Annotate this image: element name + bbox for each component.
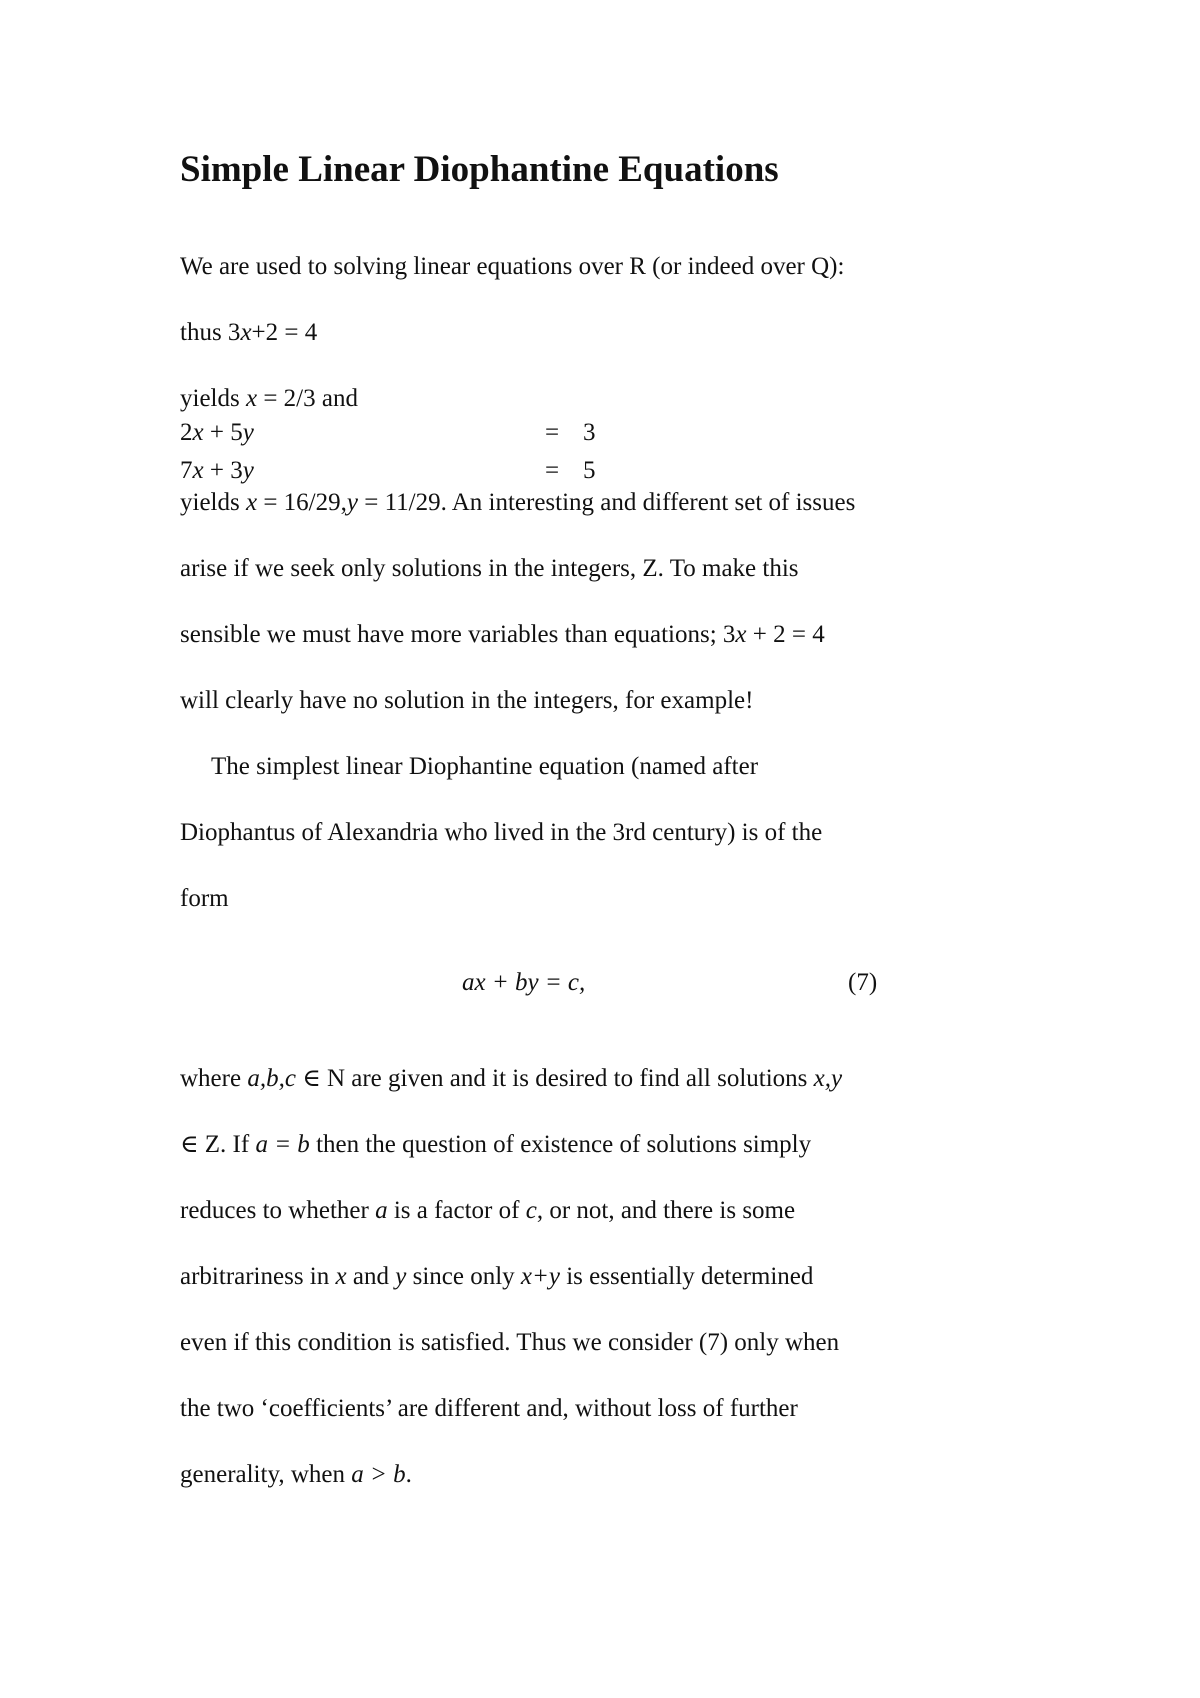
paragraph-line-12: ∈ Z. If a = b then the question of existence of solutions simply [180, 1131, 812, 1158]
paragraph-line-9: Diophantus of Alexandria who lived in the 3rd century) is of the [180, 819, 823, 846]
paragraph-line-2: thus 3x+2 = 4 [180, 319, 318, 346]
paragraph-line-7: will clearly have no solution in the integers, for example! [180, 687, 754, 714]
paragraph-line-6: sensible we must have more variables than equations; 3x + 2 = 4 [180, 621, 825, 648]
paragraph-line-4: yields x = 16/29,y = 11/29. An interesting and different set of issues [180, 489, 856, 516]
paragraph-line-16: the two ‘coefficients’ are different and, without loss of further [180, 1395, 798, 1422]
paragraph-line-1: We are used to solving linear equations over R (or indeed over Q): [180, 253, 845, 280]
paragraph-line-13: reduces to whether a is a factor of c, or not, and there is some [180, 1197, 796, 1224]
equation-number: (7) [848, 969, 878, 996]
paragraph-line-3: yields x = 2/3 and [180, 385, 358, 412]
page-title: Simple Linear Diophantine Equations [180, 149, 779, 190]
system-equation-2-equals: = [545, 457, 560, 484]
system-equation-1-equals: = [545, 419, 560, 446]
system-equation-2-left: 7x + 3y [180, 457, 254, 484]
system-equation-1-left: 2x + 5y [180, 419, 254, 446]
paragraph-line-15: even if this condition is satisfied. Thus we consider (7) only when [180, 1329, 840, 1356]
paragraph-line-8: The simplest linear Diophantine equation (named after [211, 753, 759, 780]
display-equation: ax + by = c, [462, 969, 586, 996]
paragraph-line-10: form [180, 885, 229, 912]
paragraph-line-14: arbitrariness in x and y since only x+y is essentially determined [180, 1263, 814, 1290]
paragraph-line-17: generality, when a > b. [180, 1461, 412, 1488]
system-equation-2-right: 5 [583, 457, 596, 484]
paragraph-line-5: arise if we seek only solutions in the integers, Z. To make this [180, 555, 799, 582]
paragraph-line-11: where a,b,c ∈ N are given and it is desired to find all solutions x,y [180, 1065, 843, 1092]
system-equation-1-right: 3 [583, 419, 596, 446]
